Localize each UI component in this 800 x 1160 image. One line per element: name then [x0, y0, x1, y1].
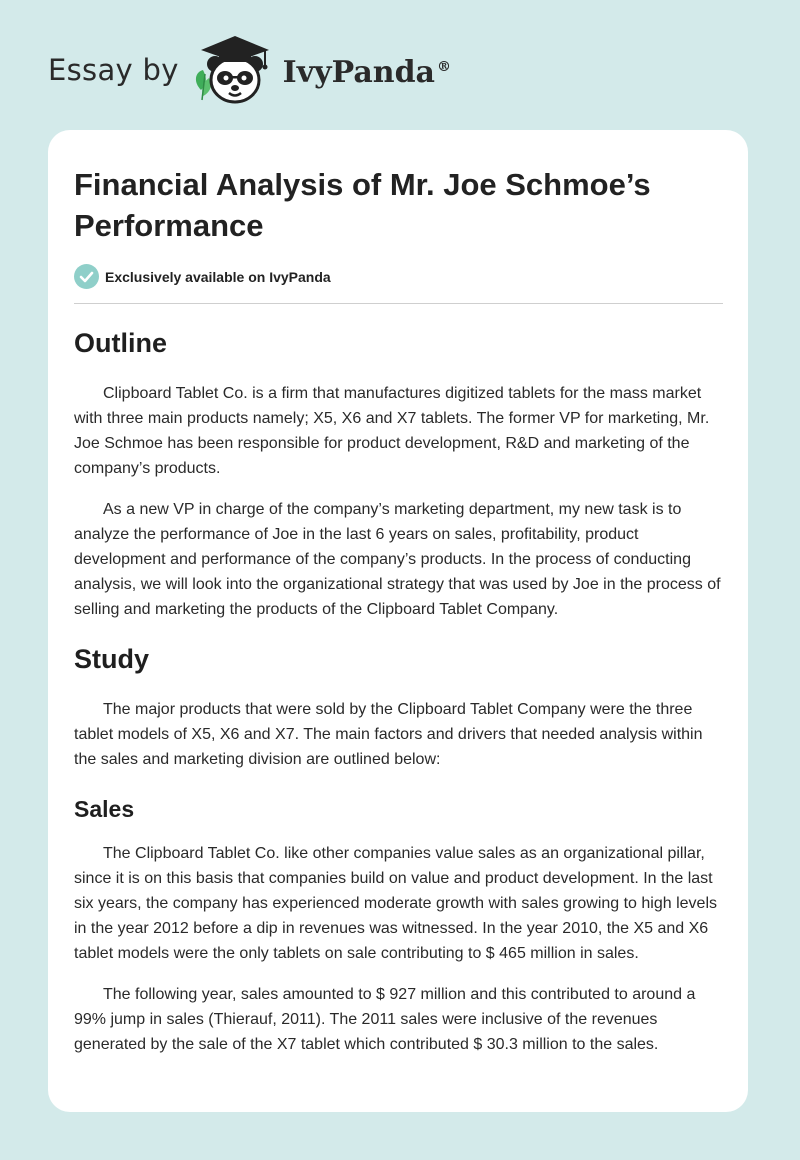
panda-graduate-logo-icon[interactable] [191, 30, 277, 110]
paragraph: The major products that were sold by the Clipboard Tablet Company were the three tablet models of X5, X6 and X7. The main factors and drivers that needed analysis within the sales and marketing division are outlined below: [74, 701, 703, 768]
paragraph: Clipboard Tablet Co. is a firm that manufactures digitized tablets for the mass market with three main products namely; X5, X6 and X7 tablets. The former VP for marketing, Mr. Joe Schmoe has been responsible for product development, R&D and marketing of the company’s products. [74, 385, 710, 477]
exclusive-badge-text: Exclusively available on IvyPanda [105, 268, 331, 285]
essay-by-label: Essay by [48, 53, 179, 87]
section-heading-sales: Sales [74, 796, 135, 822]
section-heading-outline: Outline [74, 328, 167, 358]
paragraph: The Clipboard Tablet Co. like other companies value sales as an organizational pillar, since it is on this basis that companies build on value and product development. In the last six years, the company has experienced moderate growth with sales growing to high levels in the year 2012 before a dip in revenues was witnessed. In the year 2010, the X5 and X6 tablet models were the only tablets on sale contributing to $ 465 million in sales. [74, 845, 717, 962]
essay-card [48, 130, 748, 1112]
section-heading-study: Study [74, 644, 150, 674]
brand-name[interactable]: IvyPanda ® [282, 54, 451, 90]
title-divider [74, 303, 723, 304]
paragraph: The following year, sales amounted to $ 927 million and this contributed to around a 99% jump in sales (Thierauf, 2011). The 2011 sales were inclusive of the revenues generated by the sale of the X7 tablet which contributed $ 30.3 million to the sales. [74, 986, 696, 1053]
page-title: Financial Analysis of Mr. Joe Schmoe’s Performance [74, 167, 651, 243]
essay-content [74, 326, 724, 1057]
exclusive-badge [74, 264, 331, 289]
check-circle-icon [74, 264, 99, 289]
site-header [48, 30, 451, 110]
paragraph: As a new VP in charge of the company’s marketing department, my new task is to analyze the performance of Joe in the last 6 years on sales, profitability, product development and performance of the company’s products. In the process of conducting analysis, we will look into the organizational strategy that was used by Joe in the process of selling and marketing the products of the Clipboard Tablet Company. [74, 501, 721, 618]
registered-mark: ® [437, 58, 451, 75]
